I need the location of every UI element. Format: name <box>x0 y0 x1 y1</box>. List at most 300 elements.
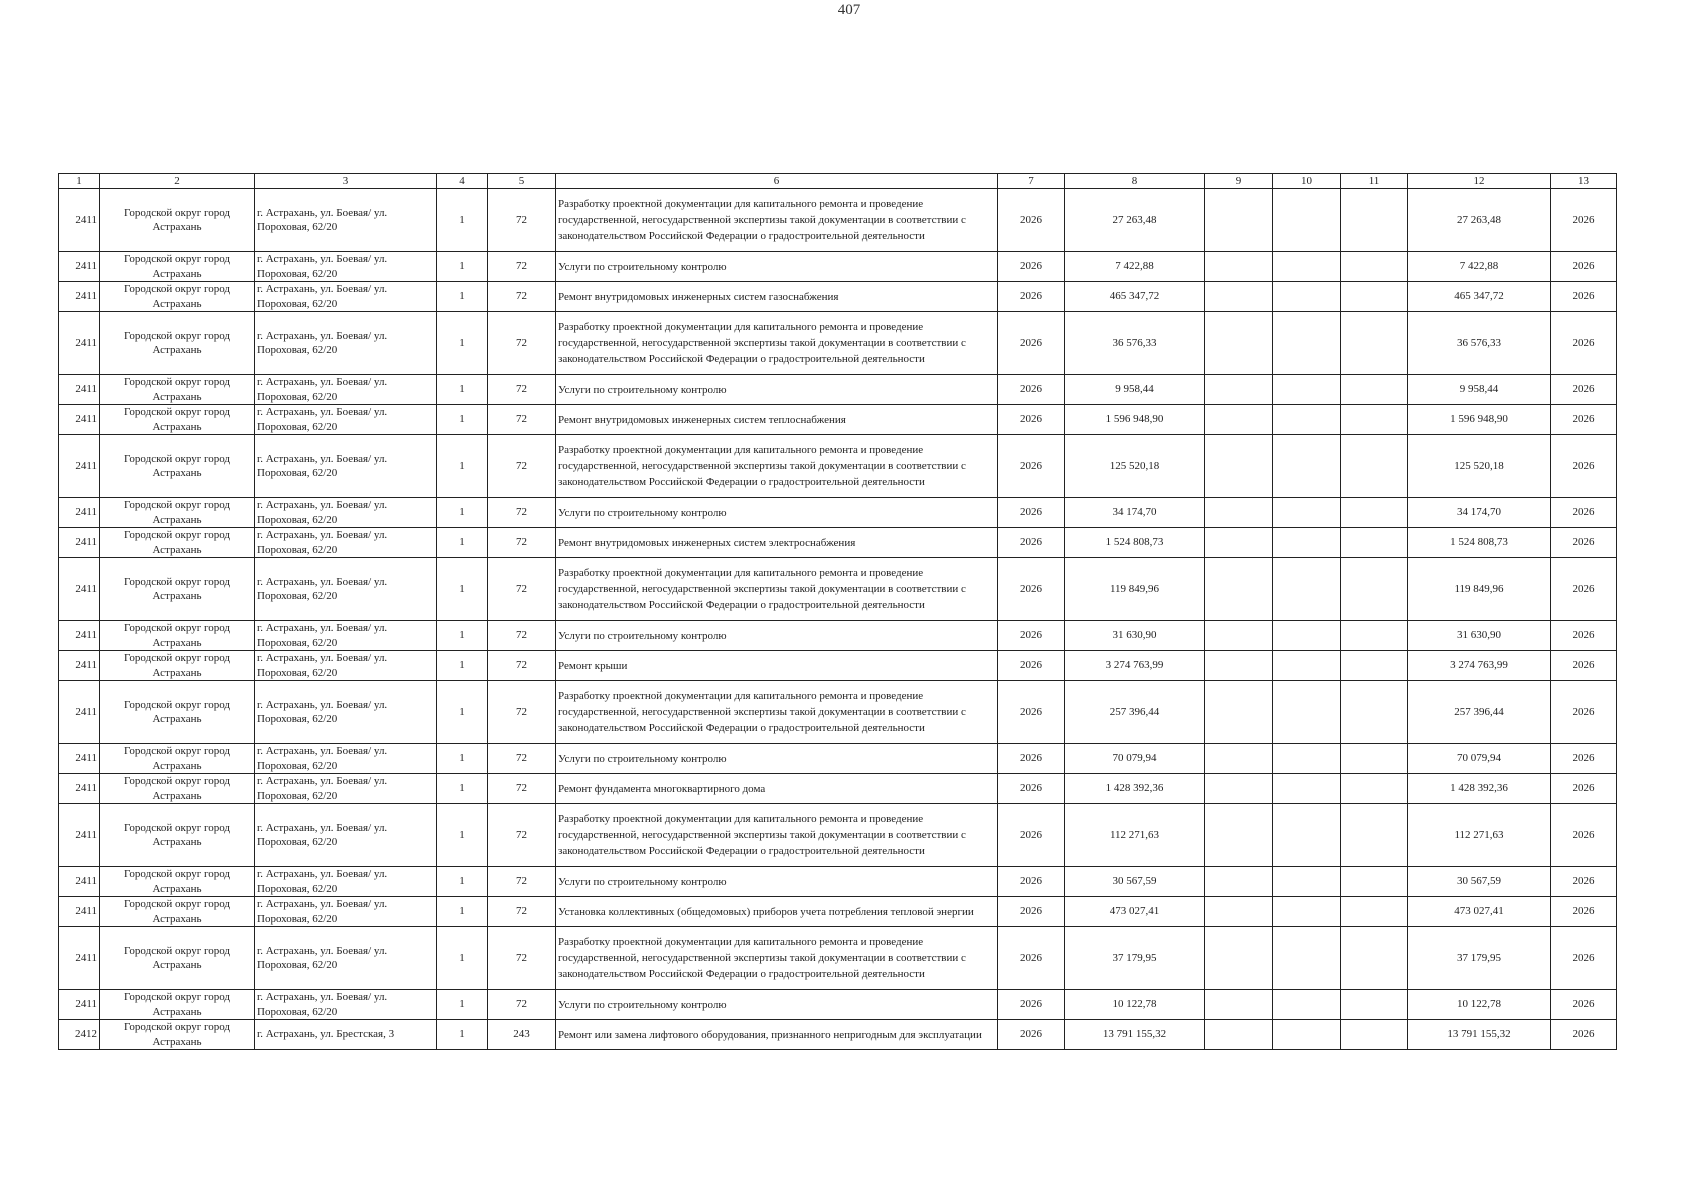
address-cell: г. Астрахань, ул. Боевая/ ул. Пороховая, 62/20 <box>255 405 437 435</box>
municipality-cell: Городской округ город Астрахань <box>100 558 255 621</box>
header-cell: 5 <box>488 174 556 189</box>
header-row <box>59 174 1617 189</box>
col10-cell <box>1273 558 1341 621</box>
total-cell: 3 274 763,99 <box>1408 651 1551 681</box>
col11-cell <box>1341 498 1408 528</box>
year-cell: 2026 <box>998 405 1065 435</box>
address-cell: г. Астрахань, ул. Боевая/ ул. Пороховая, 62/20 <box>255 927 437 990</box>
table-body <box>59 189 1617 1050</box>
address-cell: г. Астрахань, ул. Боевая/ ул. Пороховая, 62/20 <box>255 681 437 744</box>
col4-cell: 1 <box>437 774 488 804</box>
municipality-cell: Городской округ город Астрахань <box>100 189 255 252</box>
row-number-cell: 2411 <box>59 252 100 282</box>
row-number-cell: 2411 <box>59 528 100 558</box>
year-end-cell: 2026 <box>1551 405 1617 435</box>
col5-cell: 72 <box>488 558 556 621</box>
col5-cell: 72 <box>488 498 556 528</box>
work-type-cell: Установка коллективных (общедомовых) приборов учета потребления тепловой энергии <box>556 897 998 927</box>
col5-cell: 72 <box>488 681 556 744</box>
address-cell: г. Астрахань, ул. Боевая/ ул. Пороховая, 62/20 <box>255 435 437 498</box>
table-row <box>59 435 1617 498</box>
address-cell: г. Астрахань, ул. Боевая/ ул. Пороховая, 62/20 <box>255 990 437 1020</box>
year-end-cell: 2026 <box>1551 651 1617 681</box>
work-type-cell: Разработку проектной документации для капитального ремонта и проведение государственной, негосударственной экспертизы такой документации в соответствии с законодательством Российской Федерации о градостроительной деятельности <box>556 558 998 621</box>
col11-cell <box>1341 435 1408 498</box>
cost-cell: 1 428 392,36 <box>1065 774 1205 804</box>
address-cell: г. Астрахань, ул. Боевая/ ул. Пороховая, 62/20 <box>255 498 437 528</box>
header-cell: 4 <box>437 174 488 189</box>
year-cell: 2026 <box>998 927 1065 990</box>
table-row <box>59 804 1617 867</box>
year-end-cell: 2026 <box>1551 189 1617 252</box>
work-type-cell: Услуги по строительному контролю <box>556 621 998 651</box>
total-cell: 112 271,63 <box>1408 804 1551 867</box>
col9-cell <box>1205 189 1273 252</box>
year-cell: 2026 <box>998 744 1065 774</box>
year-end-cell: 2026 <box>1551 252 1617 282</box>
cost-cell: 7 422,88 <box>1065 252 1205 282</box>
col11-cell <box>1341 621 1408 651</box>
total-cell: 465 347,72 <box>1408 282 1551 312</box>
header-cell: 11 <box>1341 174 1408 189</box>
work-type-cell: Услуги по строительному контролю <box>556 252 998 282</box>
col4-cell: 1 <box>437 405 488 435</box>
cost-cell: 36 576,33 <box>1065 312 1205 375</box>
col10-cell <box>1273 498 1341 528</box>
row-number-cell: 2411 <box>59 681 100 744</box>
total-cell: 1 428 392,36 <box>1408 774 1551 804</box>
col10-cell <box>1273 867 1341 897</box>
municipality-cell: Городской округ город Астрахань <box>100 498 255 528</box>
col5-cell: 72 <box>488 804 556 867</box>
row-number-cell: 2411 <box>59 897 100 927</box>
col10-cell <box>1273 744 1341 774</box>
total-cell: 1 524 808,73 <box>1408 528 1551 558</box>
col5-cell: 72 <box>488 282 556 312</box>
table-row <box>59 927 1617 990</box>
total-cell: 7 422,88 <box>1408 252 1551 282</box>
col5-cell: 72 <box>488 375 556 405</box>
table-row <box>59 867 1617 897</box>
work-type-cell: Ремонт фундамента многоквартирного дома <box>556 774 998 804</box>
work-type-cell: Ремонт внутридомовых инженерных систем газоснабжения <box>556 282 998 312</box>
cost-cell: 27 263,48 <box>1065 189 1205 252</box>
cost-cell: 70 079,94 <box>1065 744 1205 774</box>
address-cell: г. Астрахань, ул. Боевая/ ул. Пороховая, 62/20 <box>255 282 437 312</box>
municipality-cell: Городской округ город Астрахань <box>100 528 255 558</box>
col9-cell <box>1205 405 1273 435</box>
year-end-cell: 2026 <box>1551 927 1617 990</box>
col11-cell <box>1341 528 1408 558</box>
col4-cell: 1 <box>437 744 488 774</box>
col10-cell <box>1273 927 1341 990</box>
col10-cell <box>1273 1020 1341 1050</box>
address-cell: г. Астрахань, ул. Боевая/ ул. Пороховая, 62/20 <box>255 558 437 621</box>
col4-cell: 1 <box>437 867 488 897</box>
col9-cell <box>1205 558 1273 621</box>
table-row <box>59 375 1617 405</box>
row-number-cell: 2411 <box>59 498 100 528</box>
col4-cell: 1 <box>437 435 488 498</box>
col4-cell: 1 <box>437 282 488 312</box>
total-cell: 119 849,96 <box>1408 558 1551 621</box>
total-cell: 34 174,70 <box>1408 498 1551 528</box>
work-type-cell: Услуги по строительному контролю <box>556 867 998 897</box>
cost-cell: 1 596 948,90 <box>1065 405 1205 435</box>
col11-cell <box>1341 774 1408 804</box>
year-end-cell: 2026 <box>1551 312 1617 375</box>
header-cell: 1 <box>59 174 100 189</box>
row-number-cell: 2411 <box>59 927 100 990</box>
col10-cell <box>1273 651 1341 681</box>
table-row <box>59 405 1617 435</box>
work-type-cell: Разработку проектной документации для капитального ремонта и проведение государственной, негосударственной экспертизы такой документации в соответствии с законодательством Российской Федерации о градостроительной деятельности <box>556 804 998 867</box>
municipality-cell: Городской округ город Астрахань <box>100 804 255 867</box>
total-cell: 27 263,48 <box>1408 189 1551 252</box>
address-cell: г. Астрахань, ул. Боевая/ ул. Пороховая, 62/20 <box>255 774 437 804</box>
col11-cell <box>1341 189 1408 252</box>
col11-cell <box>1341 804 1408 867</box>
col9-cell <box>1205 651 1273 681</box>
col5-cell: 72 <box>488 312 556 375</box>
col9-cell <box>1205 1020 1273 1050</box>
row-number-cell: 2411 <box>59 804 100 867</box>
year-end-cell: 2026 <box>1551 498 1617 528</box>
col4-cell: 1 <box>437 189 488 252</box>
col10-cell <box>1273 189 1341 252</box>
header-cell: 9 <box>1205 174 1273 189</box>
row-number-cell: 2411 <box>59 651 100 681</box>
address-cell: г. Астрахань, ул. Боевая/ ул. Пороховая, 62/20 <box>255 528 437 558</box>
col10-cell <box>1273 375 1341 405</box>
capital-repair-table <box>58 173 1617 1050</box>
col11-cell <box>1341 867 1408 897</box>
year-cell: 2026 <box>998 528 1065 558</box>
cost-cell: 13 791 155,32 <box>1065 1020 1205 1050</box>
cost-cell: 125 520,18 <box>1065 435 1205 498</box>
table-row <box>59 498 1617 528</box>
cost-cell: 10 122,78 <box>1065 990 1205 1020</box>
year-end-cell: 2026 <box>1551 990 1617 1020</box>
col5-cell: 72 <box>488 252 556 282</box>
col9-cell <box>1205 897 1273 927</box>
address-cell: г. Астрахань, ул. Боевая/ ул. Пороховая, 62/20 <box>255 651 437 681</box>
cost-cell: 257 396,44 <box>1065 681 1205 744</box>
cost-cell: 30 567,59 <box>1065 867 1205 897</box>
row-number-cell: 2411 <box>59 621 100 651</box>
year-cell: 2026 <box>998 435 1065 498</box>
table-header <box>59 174 1617 189</box>
col11-cell <box>1341 312 1408 375</box>
year-cell: 2026 <box>998 621 1065 651</box>
col11-cell <box>1341 681 1408 744</box>
col5-cell: 72 <box>488 867 556 897</box>
year-cell: 2026 <box>998 651 1065 681</box>
col9-cell <box>1205 990 1273 1020</box>
municipality-cell: Городской округ город Астрахань <box>100 651 255 681</box>
col9-cell <box>1205 867 1273 897</box>
row-number-cell: 2411 <box>59 375 100 405</box>
year-cell: 2026 <box>998 498 1065 528</box>
municipality-cell: Городской округ город Астрахань <box>100 312 255 375</box>
municipality-cell: Городской округ город Астрахань <box>100 621 255 651</box>
year-end-cell: 2026 <box>1551 681 1617 744</box>
total-cell: 36 576,33 <box>1408 312 1551 375</box>
year-cell: 2026 <box>998 990 1065 1020</box>
total-cell: 9 958,44 <box>1408 375 1551 405</box>
col10-cell <box>1273 621 1341 651</box>
col4-cell: 1 <box>437 927 488 990</box>
col9-cell <box>1205 312 1273 375</box>
year-end-cell: 2026 <box>1551 744 1617 774</box>
municipality-cell: Городской округ город Астрахань <box>100 867 255 897</box>
row-number-cell: 2411 <box>59 867 100 897</box>
col5-cell: 72 <box>488 774 556 804</box>
table-row <box>59 990 1617 1020</box>
col10-cell <box>1273 528 1341 558</box>
col5-cell: 72 <box>488 651 556 681</box>
col4-cell: 1 <box>437 252 488 282</box>
municipality-cell: Городской округ город Астрахань <box>100 927 255 990</box>
col9-cell <box>1205 435 1273 498</box>
col5-cell: 72 <box>488 528 556 558</box>
municipality-cell: Городской округ город Астрахань <box>100 252 255 282</box>
page-number: 407 <box>837 2 861 18</box>
col4-cell: 1 <box>437 897 488 927</box>
cost-cell: 119 849,96 <box>1065 558 1205 621</box>
total-cell: 30 567,59 <box>1408 867 1551 897</box>
row-number-cell: 2411 <box>59 405 100 435</box>
table-row <box>59 282 1617 312</box>
total-cell: 125 520,18 <box>1408 435 1551 498</box>
col9-cell <box>1205 744 1273 774</box>
row-number-cell: 2411 <box>59 990 100 1020</box>
cost-cell: 9 958,44 <box>1065 375 1205 405</box>
year-end-cell: 2026 <box>1551 804 1617 867</box>
col10-cell <box>1273 282 1341 312</box>
cost-cell: 112 271,63 <box>1065 804 1205 867</box>
header-cell: 7 <box>998 174 1065 189</box>
year-end-cell: 2026 <box>1551 558 1617 621</box>
total-cell: 473 027,41 <box>1408 897 1551 927</box>
municipality-cell: Городской округ город Астрахань <box>100 990 255 1020</box>
header-cell: 3 <box>255 174 437 189</box>
header-cell: 8 <box>1065 174 1205 189</box>
col5-cell: 72 <box>488 927 556 990</box>
col4-cell: 1 <box>437 498 488 528</box>
cost-cell: 34 174,70 <box>1065 498 1205 528</box>
col11-cell <box>1341 651 1408 681</box>
col10-cell <box>1273 405 1341 435</box>
col5-cell: 72 <box>488 189 556 252</box>
address-cell: г. Астрахань, ул. Боевая/ ул. Пороховая, 62/20 <box>255 375 437 405</box>
col5-cell: 72 <box>488 405 556 435</box>
col10-cell <box>1273 804 1341 867</box>
table-row <box>59 189 1617 252</box>
col5-cell: 72 <box>488 744 556 774</box>
col10-cell <box>1273 774 1341 804</box>
work-type-cell: Разработку проектной документации для капитального ремонта и проведение государственной, негосударственной экспертизы такой документации в соответствии с законодательством Российской Федерации о градостроительной деятельности <box>556 681 998 744</box>
cost-cell: 473 027,41 <box>1065 897 1205 927</box>
row-number-cell: 2411 <box>59 558 100 621</box>
year-cell: 2026 <box>998 897 1065 927</box>
cost-cell: 465 347,72 <box>1065 282 1205 312</box>
year-cell: 2026 <box>998 867 1065 897</box>
year-end-cell: 2026 <box>1551 897 1617 927</box>
year-cell: 2026 <box>998 252 1065 282</box>
col11-cell <box>1341 990 1408 1020</box>
table-row <box>59 558 1617 621</box>
col4-cell: 1 <box>437 558 488 621</box>
year-cell: 2026 <box>998 282 1065 312</box>
col11-cell <box>1341 558 1408 621</box>
year-cell: 2026 <box>998 189 1065 252</box>
work-type-cell: Услуги по строительному контролю <box>556 990 998 1020</box>
total-cell: 257 396,44 <box>1408 681 1551 744</box>
col11-cell <box>1341 375 1408 405</box>
col10-cell <box>1273 990 1341 1020</box>
municipality-cell: Городской округ город Астрахань <box>100 1020 255 1050</box>
col9-cell <box>1205 804 1273 867</box>
row-number-cell: 2411 <box>59 282 100 312</box>
row-number-cell: 2411 <box>59 189 100 252</box>
year-end-cell: 2026 <box>1551 621 1617 651</box>
year-end-cell: 2026 <box>1551 867 1617 897</box>
cost-cell: 37 179,95 <box>1065 927 1205 990</box>
col9-cell <box>1205 498 1273 528</box>
col10-cell <box>1273 897 1341 927</box>
work-type-cell: Разработку проектной документации для капитального ремонта и проведение государственной, негосударственной экспертизы такой документации в соответствии с законодательством Российской Федерации о градостроительной деятельности <box>556 927 998 990</box>
col4-cell: 1 <box>437 375 488 405</box>
address-cell: г. Астрахань, ул. Боевая/ ул. Пороховая, 62/20 <box>255 189 437 252</box>
col4-cell: 1 <box>437 312 488 375</box>
col11-cell <box>1341 1020 1408 1050</box>
col11-cell <box>1341 252 1408 282</box>
work-type-cell: Услуги по строительному контролю <box>556 744 998 774</box>
table-row <box>59 1020 1617 1050</box>
col4-cell: 1 <box>437 804 488 867</box>
col5-cell: 243 <box>488 1020 556 1050</box>
table-row <box>59 252 1617 282</box>
col10-cell <box>1273 312 1341 375</box>
col5-cell: 72 <box>488 435 556 498</box>
col10-cell <box>1273 435 1341 498</box>
work-type-cell: Разработку проектной документации для капитального ремонта и проведение государственной, негосударственной экспертизы такой документации в соответствии с законодательством Российской Федерации о градостроительной деятельности <box>556 435 998 498</box>
address-cell: г. Астрахань, ул. Боевая/ ул. Пороховая, 62/20 <box>255 804 437 867</box>
table-row <box>59 744 1617 774</box>
cost-cell: 1 524 808,73 <box>1065 528 1205 558</box>
col4-cell: 1 <box>437 1020 488 1050</box>
municipality-cell: Городской округ город Астрахань <box>100 405 255 435</box>
municipality-cell: Городской округ город Астрахань <box>100 375 255 405</box>
col10-cell <box>1273 681 1341 744</box>
year-end-cell: 2026 <box>1551 528 1617 558</box>
col5-cell: 72 <box>488 990 556 1020</box>
municipality-cell: Городской округ город Астрахань <box>100 681 255 744</box>
cost-cell: 31 630,90 <box>1065 621 1205 651</box>
col11-cell <box>1341 927 1408 990</box>
row-number-cell: 2412 <box>59 1020 100 1050</box>
table-row <box>59 651 1617 681</box>
row-number-cell: 2411 <box>59 774 100 804</box>
col10-cell <box>1273 252 1341 282</box>
col11-cell <box>1341 744 1408 774</box>
col9-cell <box>1205 282 1273 312</box>
col4-cell: 1 <box>437 621 488 651</box>
year-cell: 2026 <box>998 375 1065 405</box>
row-number-cell: 2411 <box>59 435 100 498</box>
work-type-cell: Ремонт крыши <box>556 651 998 681</box>
header-cell: 6 <box>556 174 998 189</box>
col9-cell <box>1205 252 1273 282</box>
municipality-cell: Городской округ город Астрахань <box>100 897 255 927</box>
year-end-cell: 2026 <box>1551 375 1617 405</box>
col11-cell <box>1341 405 1408 435</box>
year-end-cell: 2026 <box>1551 1020 1617 1050</box>
col5-cell: 72 <box>488 897 556 927</box>
year-cell: 2026 <box>998 1020 1065 1050</box>
row-number-cell: 2411 <box>59 744 100 774</box>
work-type-cell: Услуги по строительному контролю <box>556 375 998 405</box>
col9-cell <box>1205 528 1273 558</box>
header-cell: 10 <box>1273 174 1341 189</box>
total-cell: 13 791 155,32 <box>1408 1020 1551 1050</box>
col11-cell <box>1341 282 1408 312</box>
total-cell: 31 630,90 <box>1408 621 1551 651</box>
total-cell: 10 122,78 <box>1408 990 1551 1020</box>
work-type-cell: Ремонт или замена лифтового оборудования, признанного непригодным для эксплуатации <box>556 1020 998 1050</box>
address-cell: г. Астрахань, ул. Боевая/ ул. Пороховая, 62/20 <box>255 867 437 897</box>
work-type-cell: Ремонт внутридомовых инженерных систем электроснабжения <box>556 528 998 558</box>
total-cell: 70 079,94 <box>1408 744 1551 774</box>
table-row <box>59 528 1617 558</box>
total-cell: 1 596 948,90 <box>1408 405 1551 435</box>
table-row <box>59 681 1617 744</box>
address-cell: г. Астрахань, ул. Боевая/ ул. Пороховая, 62/20 <box>255 312 437 375</box>
total-cell: 37 179,95 <box>1408 927 1551 990</box>
work-type-cell: Разработку проектной документации для капитального ремонта и проведение государственной, негосударственной экспертизы такой документации в соответствии с законодательством Российской Федерации о градостроительной деятельности <box>556 312 998 375</box>
col9-cell <box>1205 681 1273 744</box>
col9-cell <box>1205 927 1273 990</box>
year-end-cell: 2026 <box>1551 774 1617 804</box>
year-cell: 2026 <box>998 804 1065 867</box>
year-end-cell: 2026 <box>1551 435 1617 498</box>
year-cell: 2026 <box>998 774 1065 804</box>
work-type-cell: Ремонт внутридомовых инженерных систем теплоснабжения <box>556 405 998 435</box>
address-cell: г. Астрахань, ул. Брестская, 3 <box>255 1020 437 1050</box>
header-cell: 2 <box>100 174 255 189</box>
address-cell: г. Астрахань, ул. Боевая/ ул. Пороховая, 62/20 <box>255 897 437 927</box>
table-row <box>59 312 1617 375</box>
cost-cell: 3 274 763,99 <box>1065 651 1205 681</box>
address-cell: г. Астрахань, ул. Боевая/ ул. Пороховая, 62/20 <box>255 744 437 774</box>
header-cell: 12 <box>1408 174 1551 189</box>
table-row <box>59 774 1617 804</box>
address-cell: г. Астрахань, ул. Боевая/ ул. Пороховая, 62/20 <box>255 252 437 282</box>
address-cell: г. Астрахань, ул. Боевая/ ул. Пороховая, 62/20 <box>255 621 437 651</box>
col4-cell: 1 <box>437 528 488 558</box>
col4-cell: 1 <box>437 681 488 744</box>
col9-cell <box>1205 621 1273 651</box>
work-type-cell: Разработку проектной документации для капитального ремонта и проведение государственной, негосударственной экспертизы такой документации в соответствии с законодательством Российской Федерации о градостроительной деятельности <box>556 189 998 252</box>
year-cell: 2026 <box>998 312 1065 375</box>
year-end-cell: 2026 <box>1551 282 1617 312</box>
col9-cell <box>1205 774 1273 804</box>
municipality-cell: Городской округ город Астрахань <box>100 774 255 804</box>
col4-cell: 1 <box>437 651 488 681</box>
municipality-cell: Городской округ город Астрахань <box>100 282 255 312</box>
row-number-cell: 2411 <box>59 312 100 375</box>
